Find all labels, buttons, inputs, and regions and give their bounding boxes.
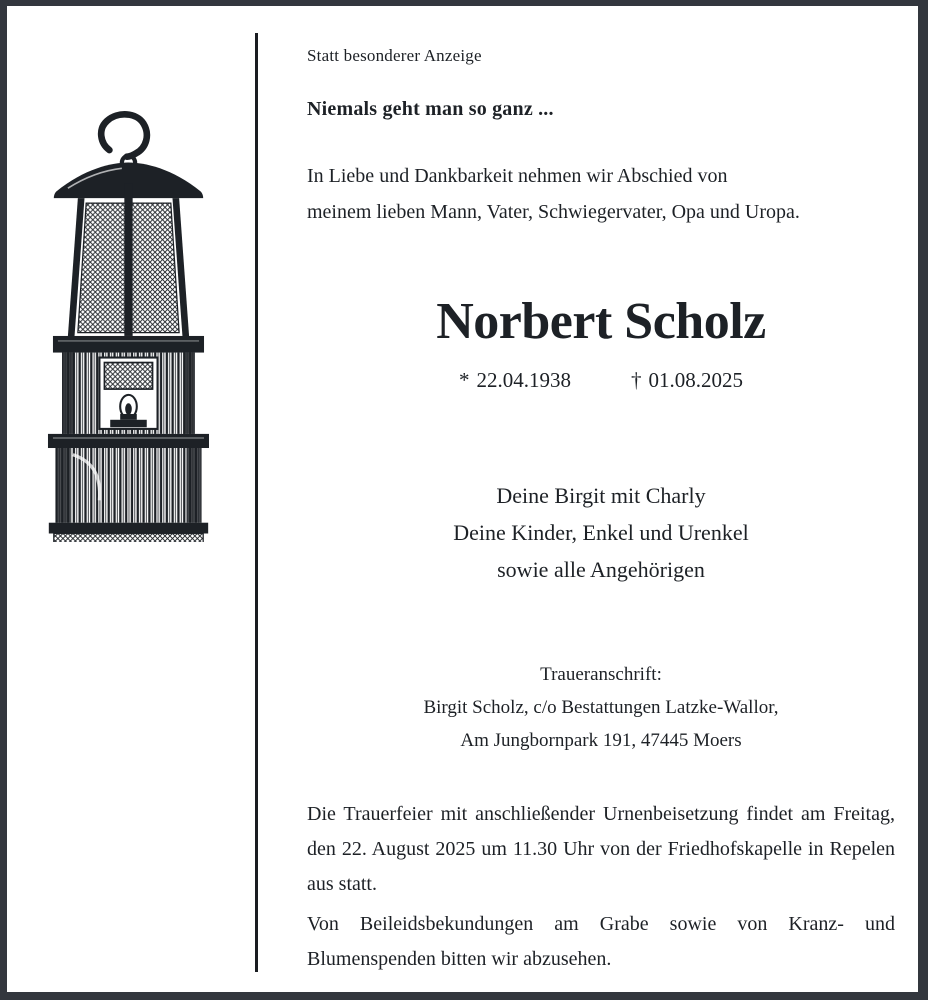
condolence-paragraph: Von Beileidsbekundungen am Grabe sowie von Kranz- und Blumenspenden bitten wir abzusehen. [307, 913, 895, 970]
miners-lamp-icon [43, 110, 209, 542]
deceased-name: Norbert Scholz [436, 293, 766, 350]
birth-date [459, 368, 571, 393]
intro-line-2: meinem lieben Mann, Vater, Schwiegervater, Opa und Uropa. [307, 201, 800, 223]
preline-text: Statt besonderer Anzeige [307, 46, 482, 65]
mourning-address [307, 658, 895, 757]
motto-text: Niemals geht man so ganz ... [307, 98, 554, 120]
intro-text [307, 158, 895, 230]
mourning-address-label: Traueranschrift: [540, 664, 662, 685]
mourners-list [307, 477, 895, 588]
intro-line-1: In Liebe und Dankbarkeit nehmen wir Abschied von [307, 165, 728, 187]
mourner-line-1: Deine Birgit mit Charly [496, 483, 706, 508]
mourning-address-line-1: Birgit Scholz, c/o Bestattungen Latzke-Wallor, [423, 697, 779, 718]
life-dates [307, 368, 895, 393]
death-date [631, 368, 743, 393]
vertical-divider [255, 33, 258, 972]
obituary-content [307, 6, 895, 992]
mourner-line-2: Deine Kinder, Enkel und Urenkel [453, 520, 749, 545]
mourner-line-3: sowie alle Angehörigen [497, 557, 705, 582]
birth-symbol: * [459, 368, 470, 392]
obituary-card [7, 6, 918, 992]
ceremony-paragraph: Die Trauerfeier mit anschließender Urnenbeisetzung findet am Freitag, den 22. August 2025 um 11.30 Uhr von der Friedhofskapelle in Repelen aus statt. [307, 803, 895, 895]
death-cross-symbol: † [631, 368, 642, 392]
birth-date-value: 22.04.1938 [476, 368, 571, 392]
mourning-address-line-2: Am Jungbornpark 191, 47445 Moers [460, 730, 742, 751]
death-date-value: 01.08.2025 [648, 368, 743, 392]
